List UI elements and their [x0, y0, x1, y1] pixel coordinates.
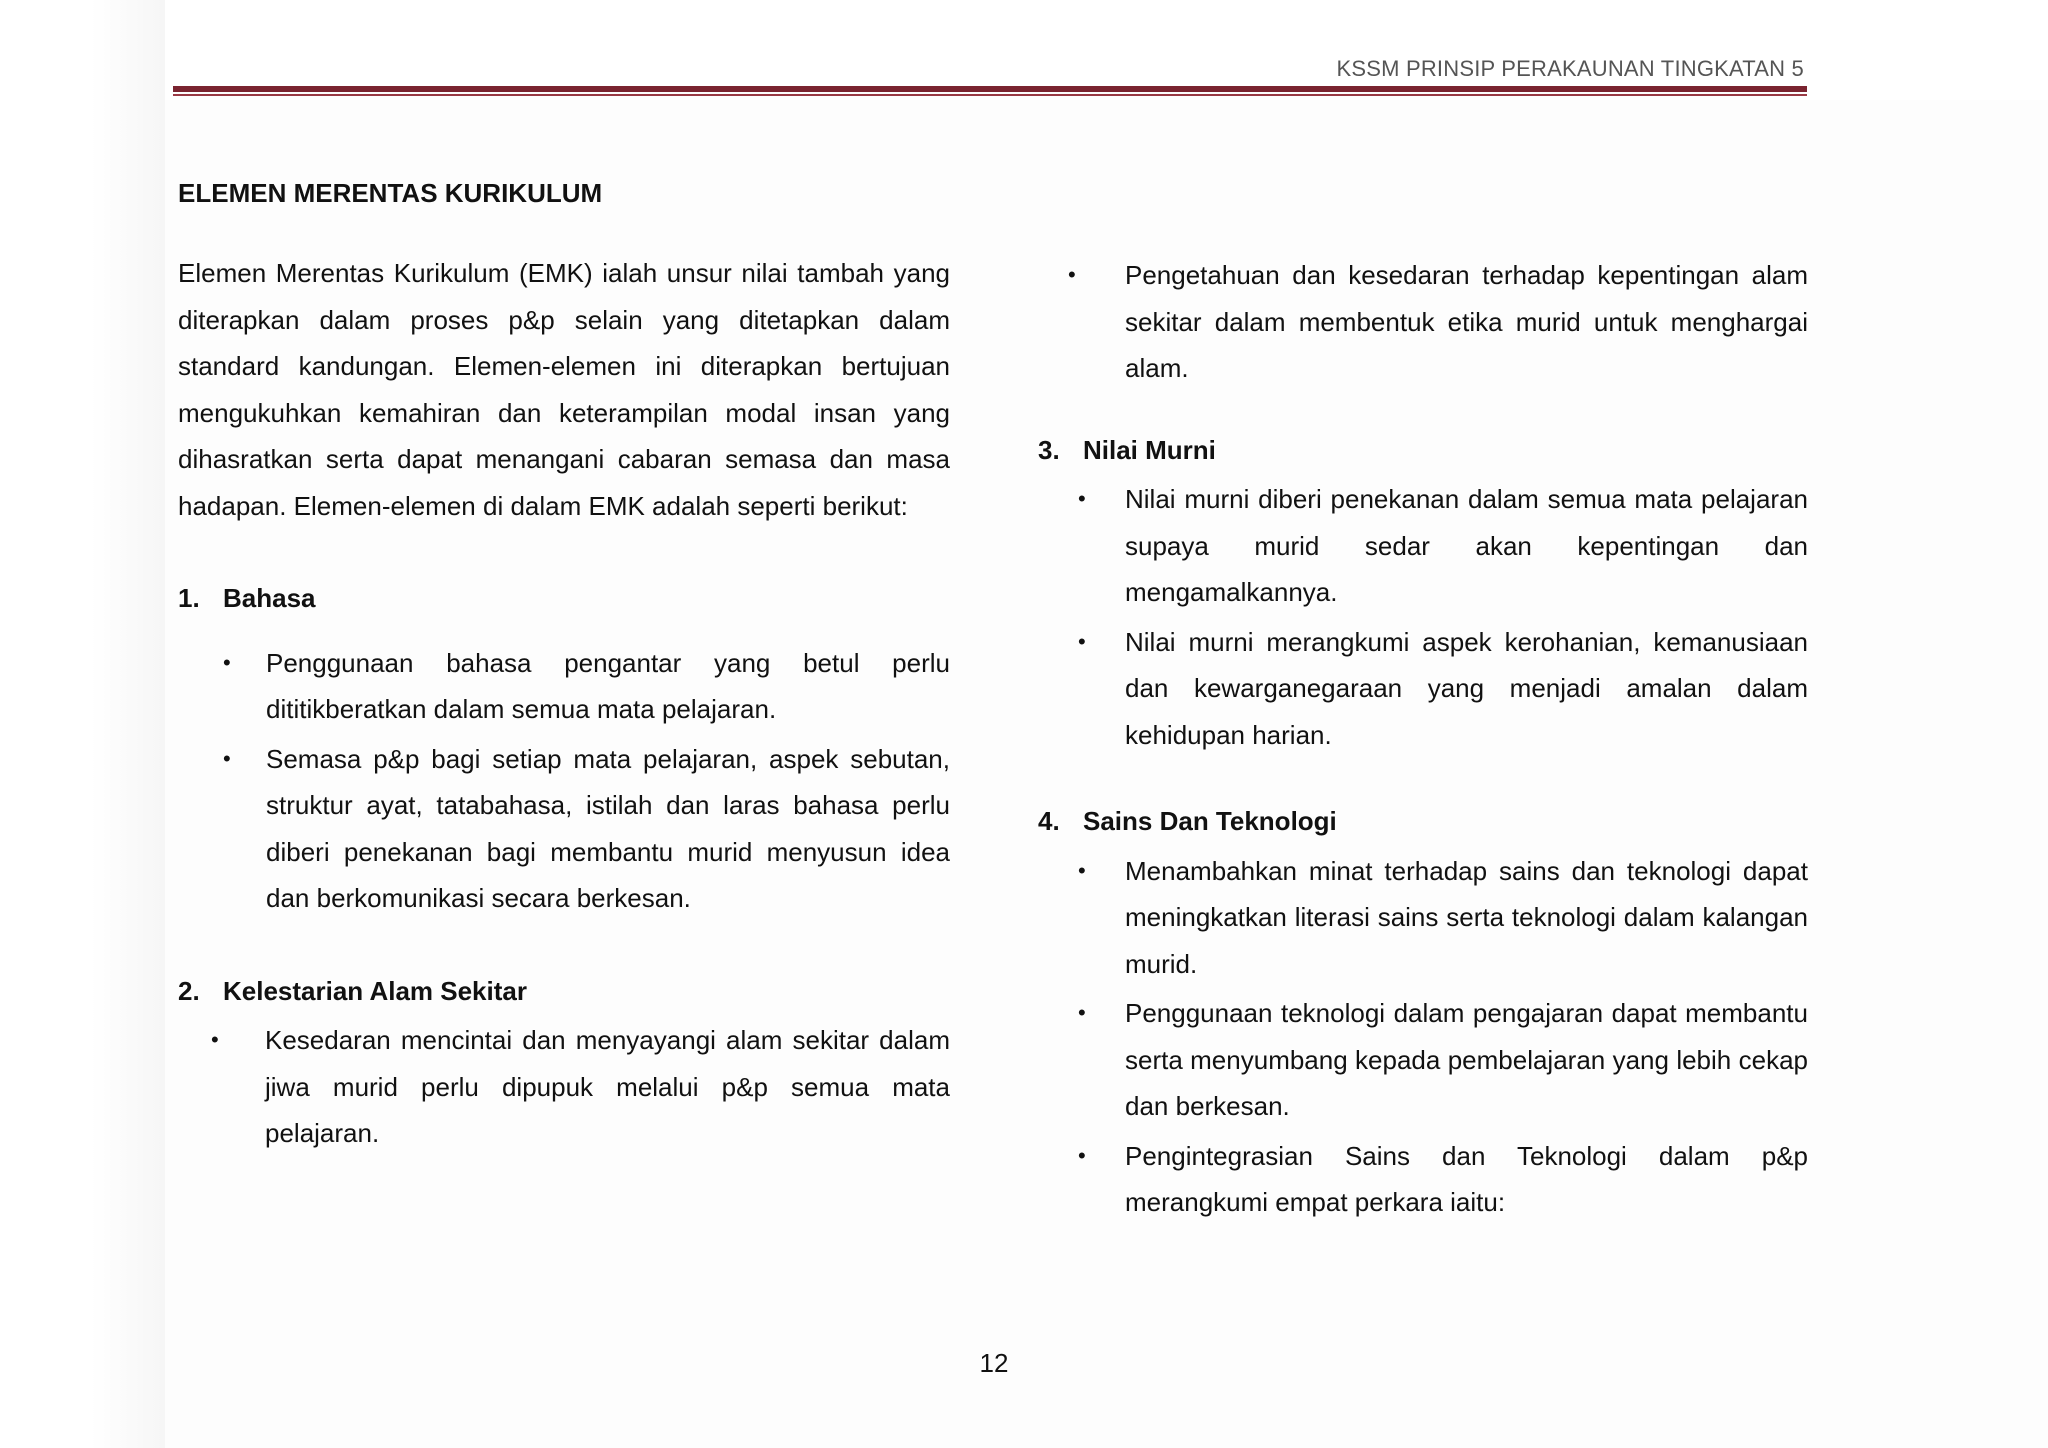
- bullet-icon: •: [1078, 857, 1086, 883]
- list-item: [1038, 619, 1808, 759]
- section-title: ELEMEN MERENTAS KURIKULUM: [178, 178, 603, 208]
- list-item-text: Penggunaan teknologi dalam pengajaran dapat membantu serta menyumbang kepada pembelajaran yang lebih cekap dan berkesan.: [1125, 998, 1808, 1121]
- running-header: KSSM PRINSIP PERAKAUNAN TINGKATAN 5: [1336, 56, 1804, 81]
- page-left-margin: [0, 0, 165, 1448]
- list-item-text: Semasa p&p bagi setiap mata pelajaran, aspek sebutan, struktur ayat, tatabahasa, istilah dan laras bahasa perlu diberi penekanan bagi membantu murid menyusun idea dan berkomunikasi secara berkesan.: [266, 743, 950, 913]
- bullet-icon: •: [1068, 262, 1076, 287]
- heading-text: Sains Dan Teknologi: [1083, 806, 1337, 836]
- list-item: [1038, 848, 1808, 988]
- heading-text: Nilai Murni: [1083, 434, 1216, 465]
- bullet-icon: •: [1078, 1000, 1086, 1025]
- list-item-text: Pengintegrasian Sains dan Teknologi dalam p&p merangkumi empat perkara iaitu:: [1125, 1140, 1808, 1217]
- intro-paragraph: Elemen Merentas Kurikulum (EMK) ialah unsur nilai tambah yang diterapkan dalam proses p&p selain yang ditetapkan dalam standard kandungan. Elemen-elemen ini diterapkan bertujuan mengukuhkan kemahiran dan keterampilan modal insan yang dihasratkan serta dapat menangani cabaran semasa dan masa hadapan. Elemen-elemen di dalam EMK adalah seperti berikut:: [178, 258, 950, 521]
- heading-text: Bahasa: [223, 583, 316, 613]
- right-column: [1038, 250, 1808, 1226]
- list-item: [1038, 252, 1808, 392]
- list-item: [1038, 476, 1808, 616]
- header-rule: [173, 86, 1807, 92]
- bullet-icon: •: [1078, 486, 1086, 511]
- heading-text: Kelestarian Alam Sekitar: [223, 975, 527, 1006]
- heading-number: 4.: [1038, 806, 1060, 836]
- left-column: [178, 250, 950, 1157]
- list-item: [178, 1017, 950, 1157]
- list-item: [178, 640, 950, 733]
- nilai-murni-bullets: [1038, 476, 1808, 758]
- bullet-icon: •: [223, 745, 231, 771]
- heading-number: 1.: [178, 583, 200, 613]
- kelestarian-continued-bullets: [1038, 252, 1808, 392]
- list-item: [1038, 1133, 1808, 1226]
- heading-nilai-murni: [1038, 427, 1808, 474]
- bullet-icon: •: [223, 649, 231, 675]
- list-item-text: Nilai murni diberi penekanan dalam semua mata pelajaran supaya murid sedar akan kepentingan dan mengamalkannya.: [1125, 484, 1808, 607]
- heading-sains-dan-teknologi: [1038, 798, 1808, 845]
- heading-kelestarian-alam-sekitar: [178, 968, 950, 1015]
- header-rule-thin: [173, 94, 1807, 96]
- sains-teknologi-bullets: [1038, 848, 1808, 1226]
- bullet-icon: •: [1078, 1142, 1086, 1168]
- list-item-text: Penggunaan bahasa pengantar yang betul perlu dititikberatkan dalam semua mata pelajaran.: [266, 647, 950, 724]
- heading-number: 3.: [1038, 434, 1060, 465]
- bullet-icon: •: [211, 1027, 219, 1052]
- bahasa-bullets: [178, 640, 950, 922]
- list-item-text: Nilai murni merangkumi aspek kerohanian, kemanusiaan dan kewarganegaraan yang menjadi amalan dalam kehidupan harian.: [1125, 626, 1808, 750]
- heading-number: 2.: [178, 975, 200, 1006]
- list-item-text: Kesedaran mencintai dan menyayangi alam sekitar dalam jiwa murid perlu dipupuk melalui p&p semua mata pelajaran.: [265, 1025, 950, 1148]
- bullet-icon: •: [1078, 628, 1086, 654]
- list-item: [178, 736, 950, 922]
- list-item-text: Menambahkan minat terhadap sains dan teknologi dapat meningkatkan literasi sains serta teknologi dalam kalangan murid.: [1125, 855, 1808, 979]
- kelestarian-bullets: [178, 1017, 950, 1157]
- page-number: 12: [979, 1348, 1009, 1378]
- heading-bahasa: [178, 575, 950, 622]
- list-item: [1038, 990, 1808, 1130]
- list-item-text: Pengetahuan dan kesedaran terhadap kepentingan alam sekitar dalam membentuk etika murid untuk menghargai alam.: [1125, 260, 1808, 383]
